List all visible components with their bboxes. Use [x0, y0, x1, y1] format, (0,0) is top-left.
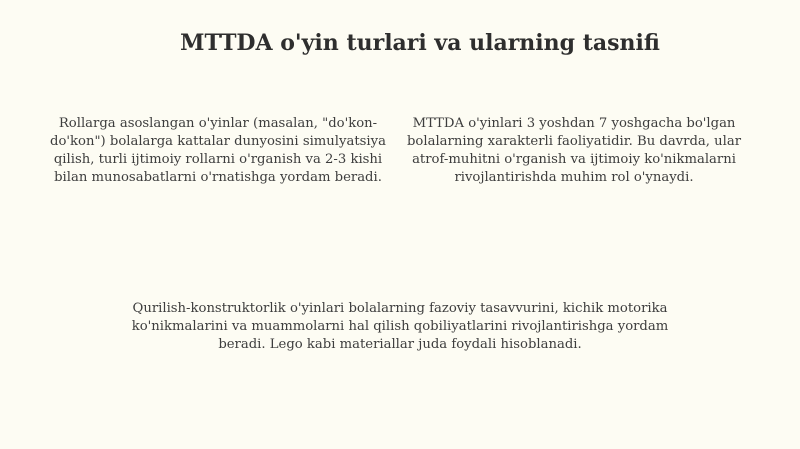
slide-title: MTTDA o'yin turlari va ularning tasnifi: [180, 30, 660, 56]
paragraph-role-games: Rollarga asoslangan o'yinlar (masalan, "do'kon-do'kon") bolalarga kattalar dunyosini simulyatsiya qilish, turli ijtimoiy rollarni o'rganish va 2-3 kishi bilan munosabatlarni o'rnatishga yordam beradi.: [50, 116, 386, 185]
paragraph-construction-games: Qurilish-konstruktorlik o'yinlari bolalarning fazoviy tasavvurini, kichik motorika ko'nikmalarini va muammolarni hal qilish qobiliyatlarini rivojlantirishga yordam beradi. Lego kabi materiallar juda foydali hisoblanadi.: [131, 301, 669, 352]
paragraph-intro: MTTDA o'yinlari 3 yoshdan 7 yoshgacha bo'lgan bolalarning xarakterli faoliyatidir. Bu davrda, ular atrof-muhitni o'rganish va ijtimoiy ko'nikmalarni rivojlantirishda muhim rol o'ynaydi.: [406, 116, 742, 185]
